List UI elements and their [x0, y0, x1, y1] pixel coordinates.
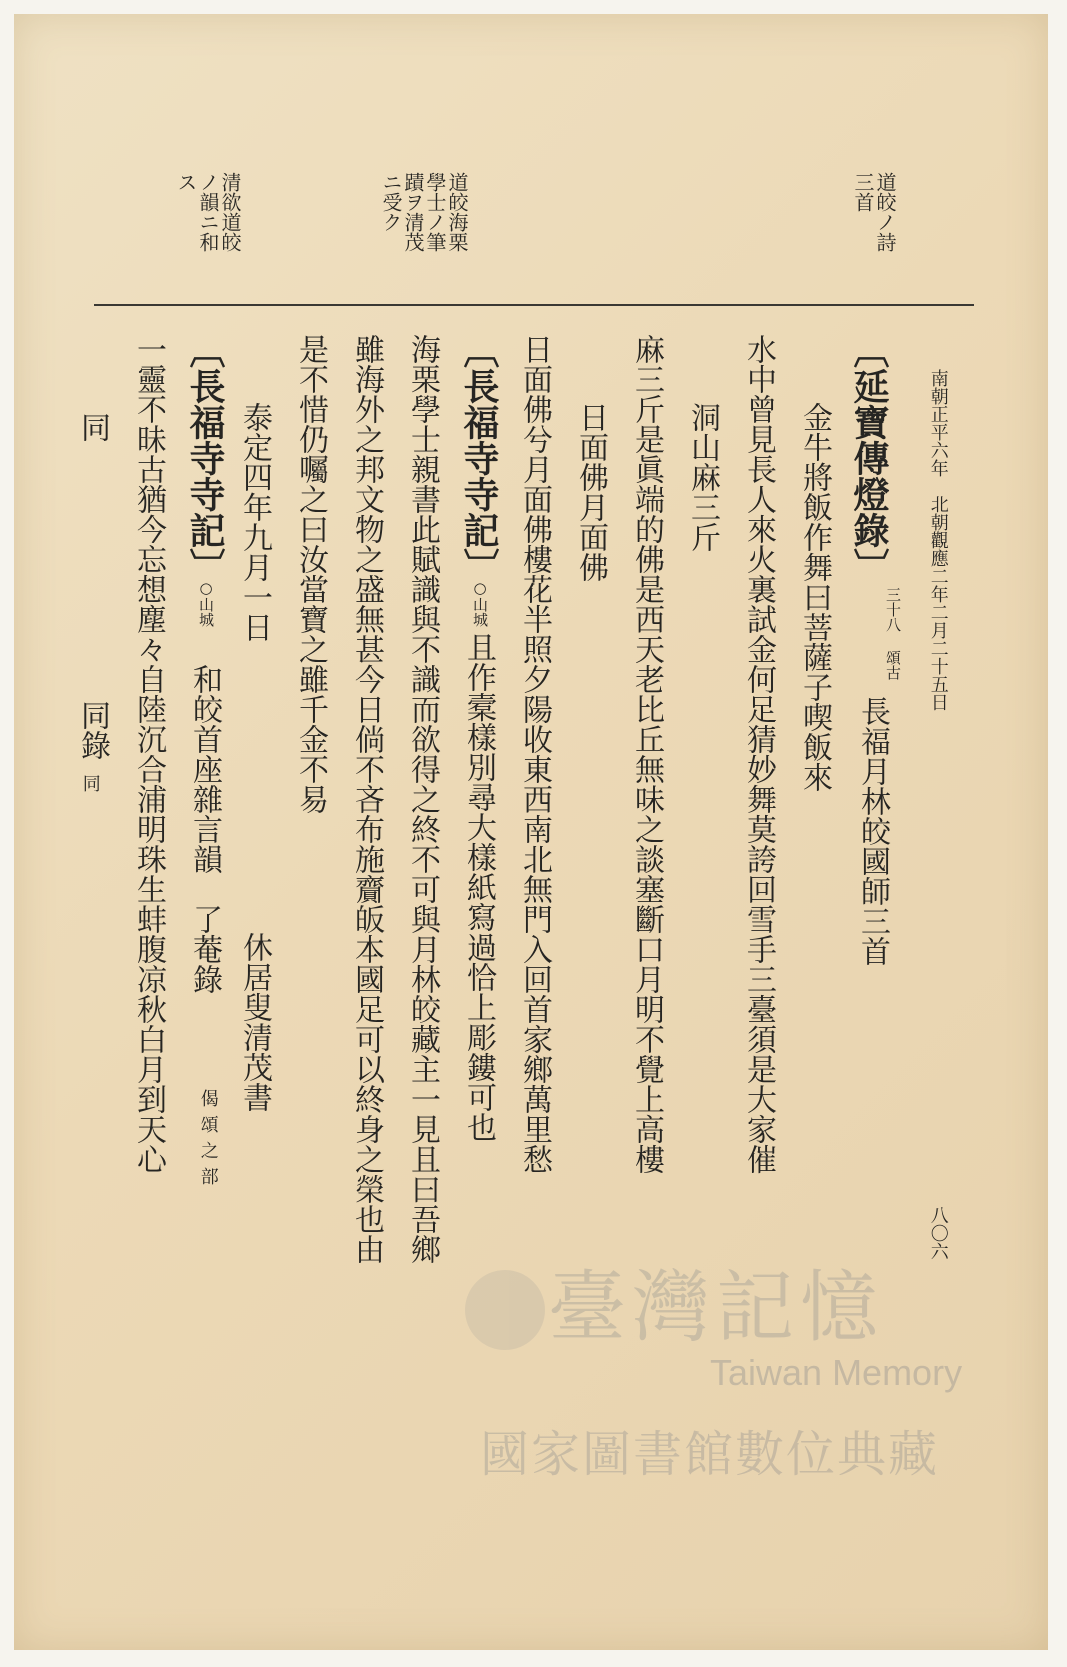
text-column: 日面佛月面佛 [573, 402, 608, 582]
text-column: 長福月林皎國師三首 [855, 696, 890, 966]
page-number: 八〇六 [927, 1206, 949, 1260]
header-dates: 南朝正平六年 北朝觀應二年二月二十五日 [927, 369, 949, 711]
text-column: 雖海外之邦文物之盛無甚今日倘不吝布施齎皈本國足可以終身之榮也由 [349, 334, 384, 1264]
text-column: 水中曾見長人來火裏試金何足猜妙舞莫誇回雪手三臺須是大家催 [741, 334, 776, 1174]
margin-note: ノ韻ニ和 [196, 172, 220, 252]
margin-note: ニ受ク [379, 172, 403, 232]
source-title: 〔延寶傳燈錄〕 [848, 332, 890, 584]
text-column: 和皎首座雜言韻 了菴錄 [187, 664, 222, 994]
category-note: 偈頌之部 [197, 1089, 219, 1193]
margin-note: ス [174, 172, 198, 192]
document-page [14, 14, 1048, 1650]
text-column: 麻三斤是眞端的佛是西天老比丘無味之談塞斷口月明不覺上高樓 [629, 334, 664, 1174]
margin-note: 道皎海栗 [445, 172, 469, 252]
margin-note: 三首 [851, 172, 875, 212]
source-note: ○山城 [471, 579, 489, 627]
source-title: 〔長福寺寺記〕 [184, 332, 226, 584]
ditto-source: 同錄 [75, 700, 110, 760]
margin-note: 清欲道皎 [218, 172, 242, 252]
text-column: 日面佛兮月面佛樓花半照夕陽收東西南北無門入回首家鄉萬里愁 [517, 334, 552, 1174]
date-line: 泰定四年九月一日 [237, 402, 272, 642]
watermark-library: 國家圖書館數位典藏 [480, 1426, 940, 1483]
margin-note: 道皎ノ詩 [873, 172, 897, 252]
text-column: 金牛將飯作舞曰菩薩子喫飯來 [797, 402, 832, 792]
margin-note: 學士ノ筆 [423, 172, 447, 252]
text-column: 洞山麻三斤 [685, 402, 720, 552]
source-note: 三十八 頌古 [884, 587, 902, 680]
ditto-mark: 同 [75, 412, 110, 442]
source-note: ○山城 [197, 579, 215, 627]
text-column: 一靈不昧古猶今忘想塵々自陸沉合浦明珠生蚌腹凉秋白月到天心 [131, 334, 166, 1174]
text-column: 海栗學士親書此賦識與不識而欲得之終不可與月林皎藏主一見且曰吾鄉 [405, 334, 440, 1264]
ditto-mark: 同 [79, 774, 101, 792]
text-column: 是不惜仍囑之曰汝當寶之雖千金不易 [293, 334, 328, 814]
text-column: 且作槖樣別尋大樣紙寫過恰上彫鏤可也 [461, 632, 496, 1142]
signature-line: 休居叟清茂書 [237, 932, 272, 1112]
margin-note: 蹟ヲ清茂 [401, 172, 425, 252]
source-title: 〔長福寺寺記〕 [458, 332, 500, 584]
watermark-title: 臺灣記憶 [548, 1263, 885, 1353]
watermark-subtitle: Taiwan Memory [710, 1352, 963, 1393]
separator-rule [94, 304, 974, 306]
